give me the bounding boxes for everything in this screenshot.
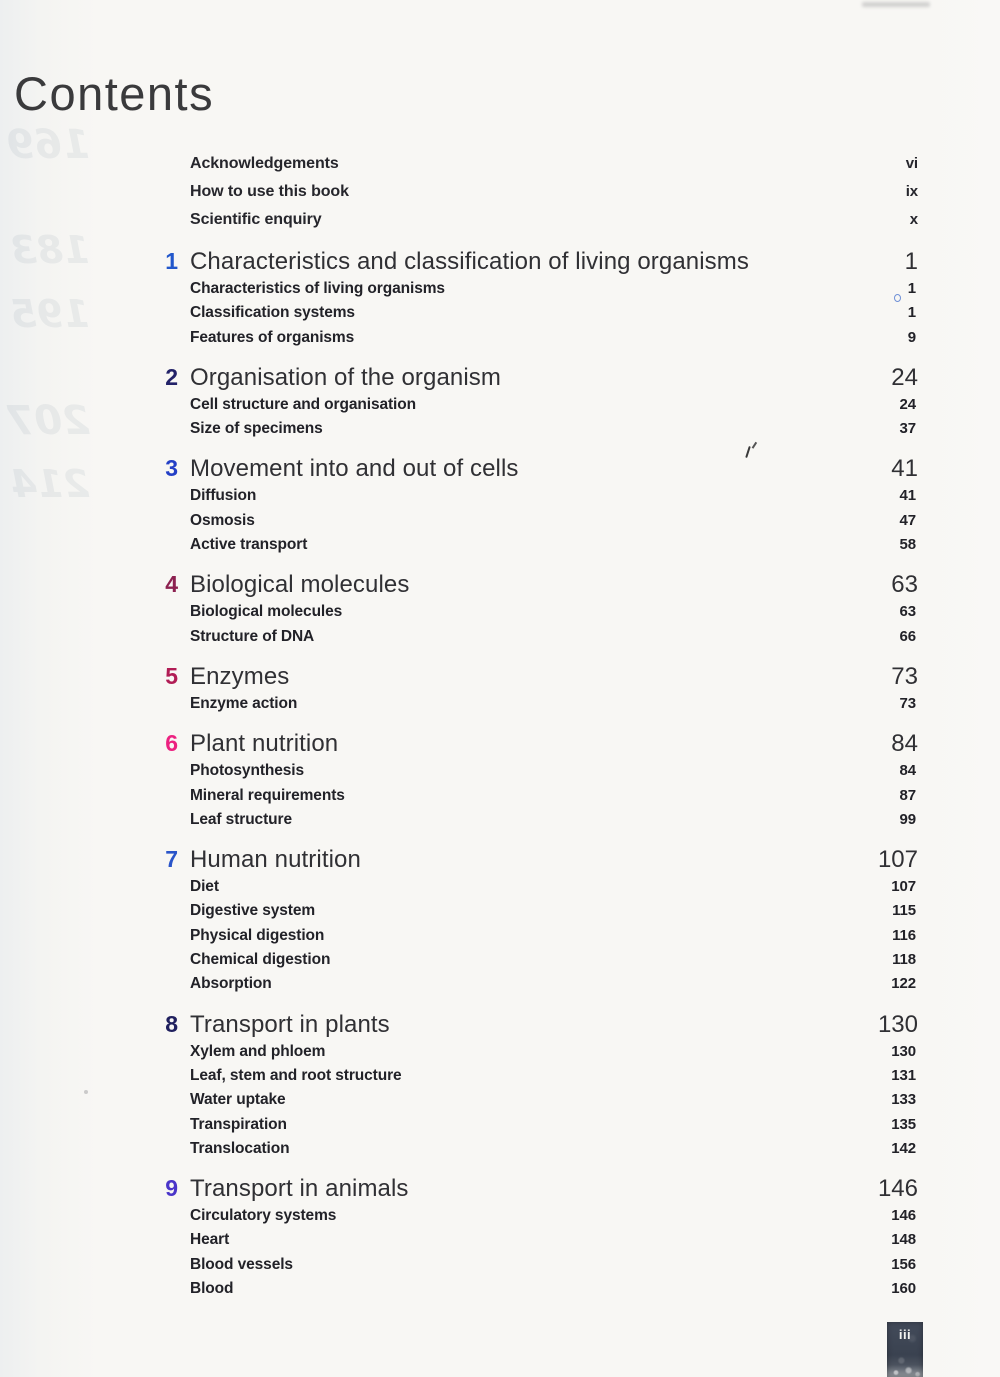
section-list xyxy=(146,600,918,649)
section-row xyxy=(146,326,918,350)
section-label: Water uptake xyxy=(190,1091,286,1109)
section-page-number: 142 xyxy=(891,1139,916,1157)
section-label: Biological molecules xyxy=(190,603,343,621)
chapter-block xyxy=(146,363,918,442)
section-row xyxy=(146,1064,918,1088)
section-row xyxy=(146,277,918,301)
section-row xyxy=(146,1253,918,1277)
chapter-block xyxy=(146,729,918,832)
section-label: Size of specimens xyxy=(190,420,323,438)
section-page-number: 131 xyxy=(891,1066,916,1084)
section-label: Blood vessels xyxy=(190,1255,293,1273)
section-page-number: 99 xyxy=(899,810,916,828)
section-page-number: 58 xyxy=(899,536,916,554)
table-of-contents xyxy=(146,150,918,1301)
chapter-title-row xyxy=(146,1174,918,1203)
chapter-list xyxy=(146,247,918,1301)
section-label: Circulatory systems xyxy=(190,1207,337,1225)
section-page-number: 160 xyxy=(891,1280,916,1298)
section-label: Osmosis xyxy=(190,511,255,529)
chapter-title: Organisation of the organism xyxy=(190,363,501,391)
section-label: Digestive system xyxy=(190,902,316,920)
section-label: Leaf structure xyxy=(190,810,292,828)
chapter-number: 8 xyxy=(165,1010,178,1037)
chapter-title-row xyxy=(146,845,918,874)
front-matter-page-number: vi xyxy=(905,155,918,172)
scan-artifact-speck xyxy=(84,1090,88,1094)
section-page-number: 118 xyxy=(892,951,916,969)
section-row xyxy=(146,301,918,325)
section-row xyxy=(146,784,918,808)
section-list xyxy=(146,692,918,716)
chapter-title-row xyxy=(146,570,918,599)
page-number-label: iii xyxy=(898,1327,912,1342)
chapter-block xyxy=(146,1174,918,1301)
section-list xyxy=(146,1040,918,1161)
section-page-number: 37 xyxy=(899,420,916,438)
chapter-page-number: 73 xyxy=(891,662,918,690)
section-page-number: 156 xyxy=(891,1255,916,1273)
section-label: Diet xyxy=(190,878,219,896)
chapter-title: Transport in animals xyxy=(190,1175,409,1203)
chapter-block xyxy=(146,662,918,716)
front-matter-row xyxy=(146,150,918,178)
section-row xyxy=(146,948,918,972)
section-label: Translocation xyxy=(190,1139,290,1157)
section-row xyxy=(146,1137,918,1161)
section-label: Physical digestion xyxy=(190,926,325,944)
section-page-number: 87 xyxy=(899,786,916,804)
section-label: Characteristics of living organisms xyxy=(190,280,445,297)
ghost-number: 214 xyxy=(10,462,90,506)
section-row xyxy=(146,692,918,716)
section-label: Enzyme action xyxy=(190,694,298,712)
section-label: Chemical digestion xyxy=(190,951,331,969)
section-label: Active transport xyxy=(190,536,308,554)
section-page-number: 63 xyxy=(899,603,916,621)
section-row xyxy=(146,924,918,948)
section-label: Photosynthesis xyxy=(190,762,305,780)
section-list xyxy=(146,484,918,557)
chapter-number: 1 xyxy=(165,248,178,274)
chapter-block xyxy=(146,247,918,350)
chapter-page-number: 130 xyxy=(877,1010,918,1038)
front-matter-label: Scientific enquiry xyxy=(190,211,322,228)
section-page-number: 1 xyxy=(907,304,916,322)
ghost-number: 169 xyxy=(6,122,90,168)
section-page-number: 133 xyxy=(891,1091,916,1109)
section-page-number: 41 xyxy=(899,487,916,505)
front-matter-list xyxy=(146,150,918,234)
page-number-tab xyxy=(887,1322,923,1377)
section-list xyxy=(146,277,918,350)
section-list xyxy=(146,759,918,832)
chapter-number: 3 xyxy=(165,455,178,482)
front-matter-row xyxy=(146,206,918,234)
section-label: Blood xyxy=(190,1280,234,1298)
chapter-block xyxy=(146,570,918,649)
chapter-page-number: 24 xyxy=(891,363,918,391)
front-matter-label: How to use this book xyxy=(190,183,349,200)
section-list xyxy=(146,393,918,442)
section-page-number: 9 xyxy=(907,328,916,346)
section-page-number: 130 xyxy=(891,1042,916,1060)
section-label: Features of organisms xyxy=(190,328,355,346)
section-label: Transpiration xyxy=(190,1115,287,1133)
section-page-number: 84 xyxy=(899,762,916,780)
chapter-number: 2 xyxy=(165,363,178,390)
section-page-number: 24 xyxy=(899,395,916,413)
ghost-number: 207 xyxy=(6,398,90,444)
section-label: Absorption xyxy=(190,975,272,993)
chapter-number: 9 xyxy=(165,1175,178,1202)
section-row xyxy=(146,1113,918,1137)
section-row xyxy=(146,808,918,832)
chapter-block xyxy=(146,1010,918,1161)
chapter-title: Characteristics and classification of living organisms xyxy=(190,248,749,275)
chapter-page-number: 1 xyxy=(904,248,918,275)
front-matter-label: Acknowledgements xyxy=(190,155,339,172)
section-page-number: 66 xyxy=(899,627,916,645)
chapter-page-number: 107 xyxy=(877,846,918,874)
section-row xyxy=(146,1204,918,1228)
chapter-page-number: 84 xyxy=(891,730,918,758)
section-label: Leaf, stem and root structure xyxy=(190,1066,402,1084)
section-page-number: 116 xyxy=(892,926,916,944)
section-list xyxy=(146,875,918,996)
front-matter-row xyxy=(146,178,918,206)
chapter-number: 4 xyxy=(165,571,178,598)
chapter-title-row xyxy=(146,729,918,758)
chapter-page-number: 146 xyxy=(877,1175,918,1203)
section-row xyxy=(146,1228,918,1252)
ghost-number: 183 xyxy=(10,228,90,272)
section-label: Structure of DNA xyxy=(190,627,315,645)
section-page-number: 146 xyxy=(891,1207,916,1225)
chapter-title-row xyxy=(146,363,918,392)
chapter-title: Transport in plants xyxy=(190,1010,390,1038)
section-row xyxy=(146,875,918,899)
section-row xyxy=(146,1040,918,1064)
section-label: Diffusion xyxy=(190,487,257,505)
chapter-number: 7 xyxy=(165,846,178,873)
scan-artifact-blue-dot xyxy=(894,294,901,302)
section-label: Heart xyxy=(190,1231,230,1249)
section-label: Xylem and phloem xyxy=(190,1042,326,1060)
section-list xyxy=(146,1204,918,1301)
section-label: Classification systems xyxy=(190,304,355,322)
chapter-title: Enzymes xyxy=(190,662,290,690)
chapter-title-row xyxy=(146,247,918,276)
section-row xyxy=(146,759,918,783)
section-page-number: 73 xyxy=(899,694,916,712)
section-label: Mineral requirements xyxy=(190,786,345,804)
scan-artifact-top-smudge xyxy=(862,2,930,7)
section-page-number: 1 xyxy=(907,280,916,297)
section-row xyxy=(146,509,918,533)
section-page-number: 107 xyxy=(891,878,916,896)
section-page-number: 148 xyxy=(891,1231,916,1249)
chapter-title: Plant nutrition xyxy=(190,730,339,758)
front-matter-page-number: ix xyxy=(905,183,918,200)
section-row xyxy=(146,417,918,441)
section-row xyxy=(146,972,918,996)
section-row xyxy=(146,393,918,417)
section-page-number: 135 xyxy=(891,1115,916,1133)
chapter-number: 5 xyxy=(165,662,178,689)
section-label: Cell structure and organisation xyxy=(190,395,416,413)
ghost-number: 195 xyxy=(10,292,90,336)
section-page-number: 115 xyxy=(892,902,916,920)
section-row xyxy=(146,600,918,624)
chapter-block xyxy=(146,454,918,557)
chapter-title: Biological molecules xyxy=(190,571,410,599)
chapter-title-row xyxy=(146,662,918,691)
section-row xyxy=(146,899,918,923)
section-page-number: 122 xyxy=(891,975,916,993)
chapter-title-row xyxy=(146,454,918,483)
chapter-title: Human nutrition xyxy=(190,846,361,874)
section-row xyxy=(146,484,918,508)
chapter-page-number: 63 xyxy=(891,571,918,599)
page-title: Contents xyxy=(14,67,215,120)
front-matter-page-number: x xyxy=(909,211,918,228)
chapter-title-row xyxy=(146,1010,918,1039)
section-row xyxy=(146,1277,918,1301)
section-page-number: 47 xyxy=(899,511,916,529)
chapter-block xyxy=(146,845,918,996)
section-row xyxy=(146,1088,918,1112)
section-row xyxy=(146,533,918,557)
section-row xyxy=(146,625,918,649)
chapter-title: Movement into and out of cells xyxy=(190,455,519,483)
chapter-page-number: 41 xyxy=(891,455,918,483)
chapter-number: 6 xyxy=(165,730,178,757)
